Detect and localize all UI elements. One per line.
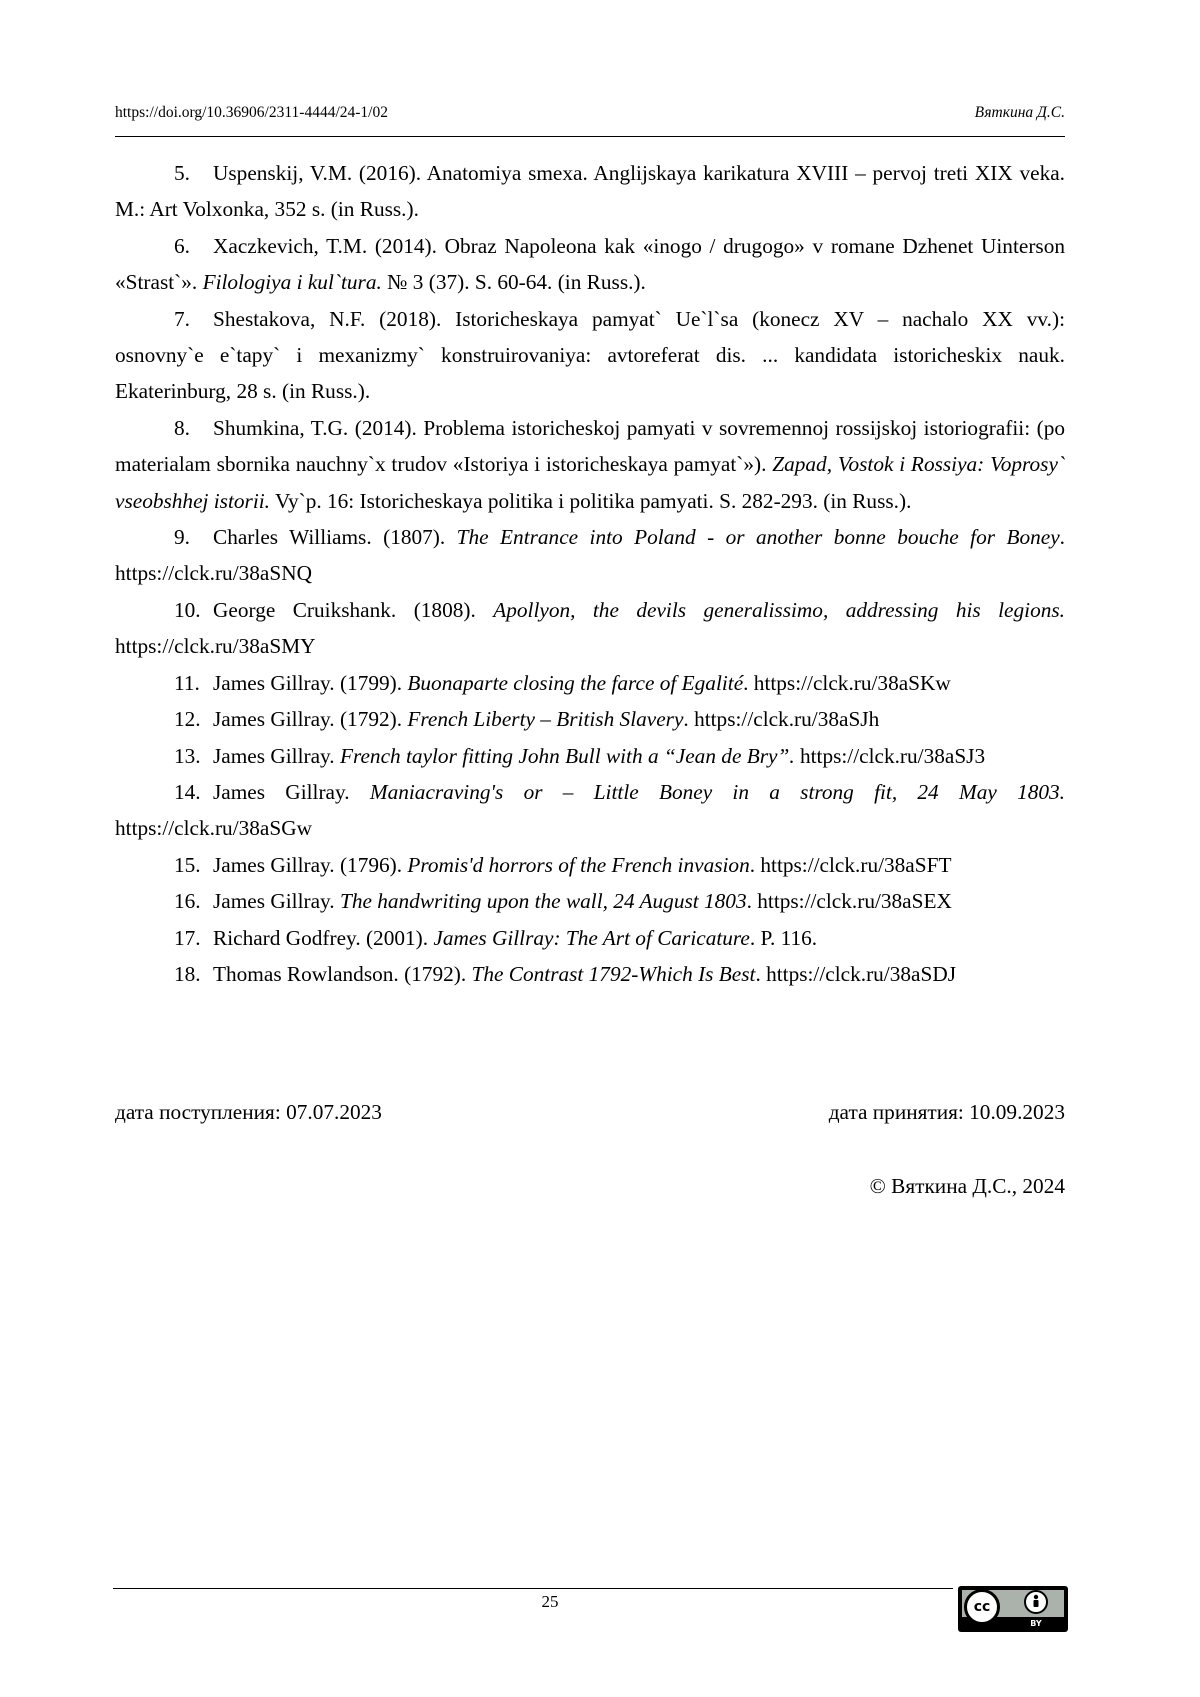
reference-item — [115, 155, 1065, 228]
reference-number: 16. — [174, 883, 213, 919]
reference-link[interactable]: . https://clck.ru/38aSNQ — [115, 525, 1065, 585]
reference-text: . P. 116. — [750, 926, 817, 950]
reference-item — [115, 519, 1065, 592]
reference-number: 10. — [174, 592, 213, 628]
reference-title: Filologiya i kul`tura. — [203, 270, 382, 294]
reference-item — [115, 301, 1065, 410]
reference-number: 12. — [174, 701, 213, 737]
reference-title: The Entrance into Poland - or another bonne bouche for Boney — [457, 525, 1060, 549]
reference-text: Shestakova, N.F. (2018). Istoricheskaya pamyat` Ue`l`sa (konecz XV – nachalo XX vv.): osnovny`e e`tapy` i mexanizmy` konstruirovaniya: avtoreferat dis. ... kandidata istoricheskix nauk. Ekaterinburg, 28 s. (in Russ.). — [115, 307, 1065, 404]
reference-number: 18. — [174, 956, 213, 992]
person-icon — [1026, 1592, 1046, 1612]
footer-divider — [113, 1588, 953, 1589]
reference-text: James Gillray. — [213, 780, 370, 804]
reference-text: James Gillray. — [213, 744, 340, 768]
reference-text: Charles Williams. (1807). — [213, 525, 457, 549]
cc-icon: cc — [964, 1589, 1000, 1625]
copyright-notice: © Вяткина Д.С., 2024 — [870, 1174, 1065, 1199]
running-author: Вяткина Д.С. — [975, 104, 1065, 122]
reference-number: 7. — [174, 301, 213, 337]
reference-title: Apollyon, the devils generalissimo, addressing his legions. — [493, 598, 1065, 622]
reference-link[interactable]: https://clck.ru/38aSJ3 — [795, 744, 985, 768]
reference-item — [115, 738, 1065, 774]
reference-link[interactable]: . https://clck.ru/38aSJh — [683, 707, 879, 731]
received-date: дата поступления: 07.07.2023 — [115, 1100, 382, 1125]
reference-title: Zapad, Vostok i Rossiya: Voprosy` vseobshhej istorii. — [115, 452, 1065, 512]
reference-text: Xaczkevich, T.M. (2014). Obraz Napoleona kak «inogo / drugogo» v romane Dzhenet Uinterson «Strast`». — [115, 234, 1065, 294]
reference-title: Promis'd horrors of the French invasion — [407, 853, 749, 877]
reference-link[interactable]: . https://clck.ru/38aSKw — [743, 671, 951, 695]
reference-number: 6. — [174, 228, 213, 264]
reference-text: James Gillray. — [213, 889, 340, 913]
cc-by-icon[interactable] — [958, 1586, 1068, 1632]
page-header — [115, 100, 1065, 137]
accepted-date: дата принятия: 10.09.2023 — [829, 1100, 1065, 1125]
reference-text: George Cruikshank. (1808). — [213, 598, 493, 622]
reference-title: French taylor fitting John Bull with a “Jean de Bry”. — [340, 744, 795, 768]
reference-number: 17. — [174, 920, 213, 956]
reference-text: Richard Godfrey. (2001). — [213, 926, 433, 950]
reference-link[interactable]: . https://clck.ru/38aSDJ — [755, 962, 956, 986]
reference-item — [115, 410, 1065, 519]
reference-link[interactable]: https://clck.ru/38aSGw — [115, 816, 312, 840]
reference-text: Thomas Rowlandson. (1792). — [213, 962, 472, 986]
reference-item — [115, 956, 1065, 992]
reference-title: Maniacraving's or – Little Boney in a strong fit, 24 May 1803. — [370, 780, 1065, 804]
reference-number: 15. — [174, 847, 213, 883]
reference-text: Shumkina, T.G. (2014). Problema istoricheskoj pamyati v sovremennoj rossijskoj istoriografii: (po materialam sbornika nauchny`x trudov «Istoriya i istoricheskaya pamyat`»). — [115, 416, 1065, 476]
attribution-icon — [1024, 1590, 1048, 1614]
reference-item — [115, 701, 1065, 737]
reference-item — [115, 592, 1065, 665]
reference-number: 13. — [174, 738, 213, 774]
reference-item — [115, 228, 1065, 301]
reference-item — [115, 920, 1065, 956]
reference-number: 8. — [174, 410, 213, 446]
reference-text: James Gillray. (1796). — [213, 853, 407, 877]
reference-text: Vy`p. 16: Istoricheskaya politika i politika pamyati. S. 282-293. (in Russ.). — [270, 489, 911, 513]
doi-link[interactable]: https://doi.org/10.36906/2311-4444/24-1/02 — [115, 104, 388, 122]
reference-text: № 3 (37). S. 60-64. (in Russ.). — [382, 270, 646, 294]
page-number: 25 — [520, 1592, 580, 1612]
reference-link[interactable]: . https://clck.ru/38aSFT — [750, 853, 952, 877]
reference-number: 11. — [174, 665, 213, 701]
reference-link[interactable]: . https://clck.ru/38aSEX — [747, 889, 952, 913]
reference-link[interactable]: https://clck.ru/38aSMY — [115, 634, 316, 658]
reference-title: Buonaparte closing the farce of Egalité — [407, 671, 743, 695]
reference-text: Uspenskij, V.M. (2016). Anatomiya smexa. Anglijskaya karikatura XVIII – pervoj treti XIX veka. M.: Art Volxonka, 352 s. (in Russ.). — [115, 161, 1065, 221]
reference-item — [115, 847, 1065, 883]
reference-title: The handwriting upon the wall, 24 August 1803 — [340, 889, 747, 913]
by-label: BY — [1018, 1619, 1054, 1628]
submission-dates — [115, 1100, 1065, 1136]
reference-text: James Gillray. (1799). — [213, 671, 407, 695]
reference-list — [115, 155, 1065, 992]
reference-title: The Contrast 1792-Which Is Best — [472, 962, 756, 986]
reference-item — [115, 883, 1065, 919]
reference-item — [115, 665, 1065, 701]
reference-title: French Liberty – British Slavery — [407, 707, 683, 731]
reference-number: 5. — [174, 155, 213, 191]
reference-text: James Gillray. (1792). — [213, 707, 407, 731]
reference-number: 14. — [174, 774, 213, 810]
reference-title: James Gillray: The Art of Caricature — [433, 926, 749, 950]
reference-item — [115, 774, 1065, 847]
reference-number: 9. — [174, 519, 213, 555]
